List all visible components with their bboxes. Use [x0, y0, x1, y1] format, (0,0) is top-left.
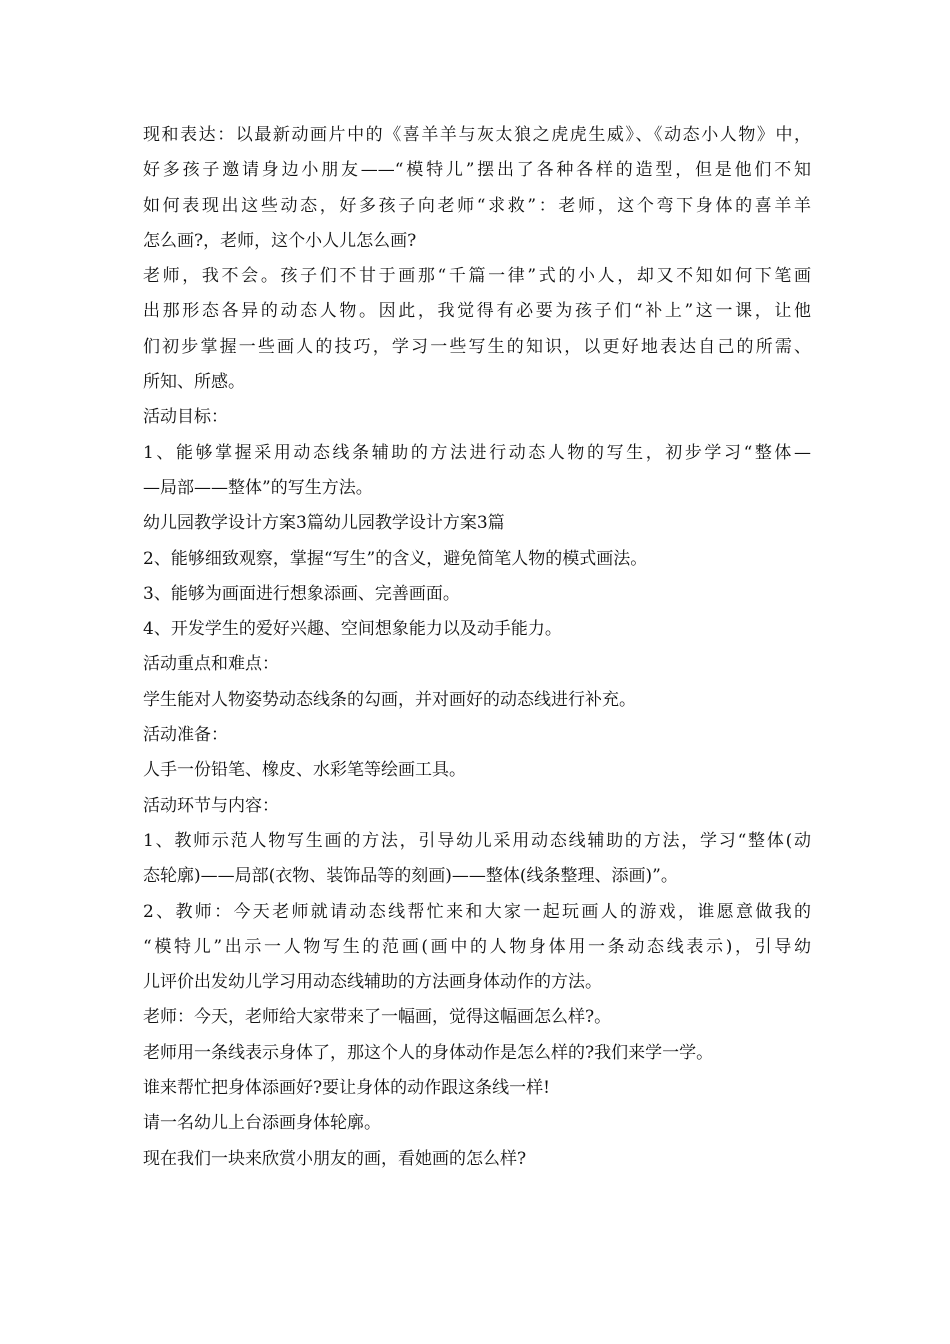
- text-line: 1、能够掌握采用动态线条辅助的方法进行动态人物的写生，初步学习“整体—: [143, 442, 811, 463]
- text-line: 现在我们一块来欣赏小朋友的画，看她画的怎么样?: [143, 1148, 527, 1169]
- text-line: 好多孩子邀请身边小朋友——“模特儿”摆出了各种各样的造型，但是他们不知: [143, 160, 811, 181]
- text-line: 们初步掌握一些画人的技巧，学习一些写生的知识，以更好地表达自己的所需、: [143, 336, 811, 357]
- text-line: 请一名幼儿上台添画身体轮廓。: [143, 1113, 381, 1134]
- section-heading: 活动目标：: [143, 407, 228, 428]
- text-line: 谁来帮忙把身体添画好?要让身体的动作跟这条线一样!: [143, 1078, 550, 1099]
- text-line: 所知、所感。: [143, 372, 245, 393]
- text-line: 学生能对人物姿势动态线条的勾画，并对画好的动态线进行补充。: [143, 689, 636, 710]
- text-line: 怎么画?，老师，这个小人儿怎么画?: [143, 230, 417, 251]
- text-line: 人手一份铅笔、橡皮、水彩笔等绘画工具。: [143, 760, 466, 781]
- text-line: “模特儿”出示一人物写生的范画(画中的人物身体用一条动态线表示)，引导幼: [143, 936, 811, 957]
- document-body: [143, 118, 811, 1177]
- section-heading: 活动准备：: [143, 725, 228, 746]
- text-line: 2、能够细致观察，掌握“写生”的含义，避免简笔人物的模式画法。: [143, 548, 648, 569]
- text-line: 老师：今天，老师给大家带来了一幅画，觉得这幅画怎么样?。: [143, 1007, 612, 1028]
- text-line: 3、能够为画面进行想象添画、完善画面。: [143, 583, 460, 604]
- text-line: 出那形态各异的动态人物。因此，我觉得有必要为孩子们“补上”这一课，让他: [143, 301, 811, 322]
- text-line: 儿评价出发幼儿学习用动态线辅助的方法画身体动作的方法。: [143, 972, 602, 993]
- text-line: 现和表达：以最新动画片中的《喜羊羊与灰太狼之虎虎生威》、《动态小人物》中，: [143, 125, 811, 145]
- section-heading: 活动环节与内容：: [143, 795, 279, 816]
- text-line: 1、教师示范人物写生画的方法，引导幼儿采用动态线辅助的方法，学习“整体(动: [143, 830, 811, 851]
- text-line: 老师用一条线表示身体了，那这个人的身体动作是怎么样的?我们来学一学。: [143, 1042, 714, 1063]
- text-line: 态轮廓)——局部(衣物、装饰品等的刻画)——整体(线条整理、添画)”。: [143, 866, 678, 887]
- text-line: 4、开发学生的爱好兴趣、空间想象能力以及动手能力。: [143, 619, 562, 640]
- text-line: 老师，我不会。孩子们不甘于画那“千篇一律”式的小人，却又不知如何下笔画: [143, 266, 811, 287]
- document-title-line: 幼儿园教学设计方案3篇幼儿园教学设计方案3篇: [143, 513, 505, 534]
- text-line: —局部——整体”的写生方法。: [143, 477, 373, 498]
- text-line: 如何表现出这些动态，好多孩子向老师“求救”：老师，这个弯下身体的喜羊羊: [143, 195, 811, 216]
- text-line: 2、教师：今天老师就请动态线帮忙来和大家一起玩画人的游戏，谁愿意做我的: [143, 901, 811, 922]
- section-heading: 活动重点和难点：: [143, 654, 279, 675]
